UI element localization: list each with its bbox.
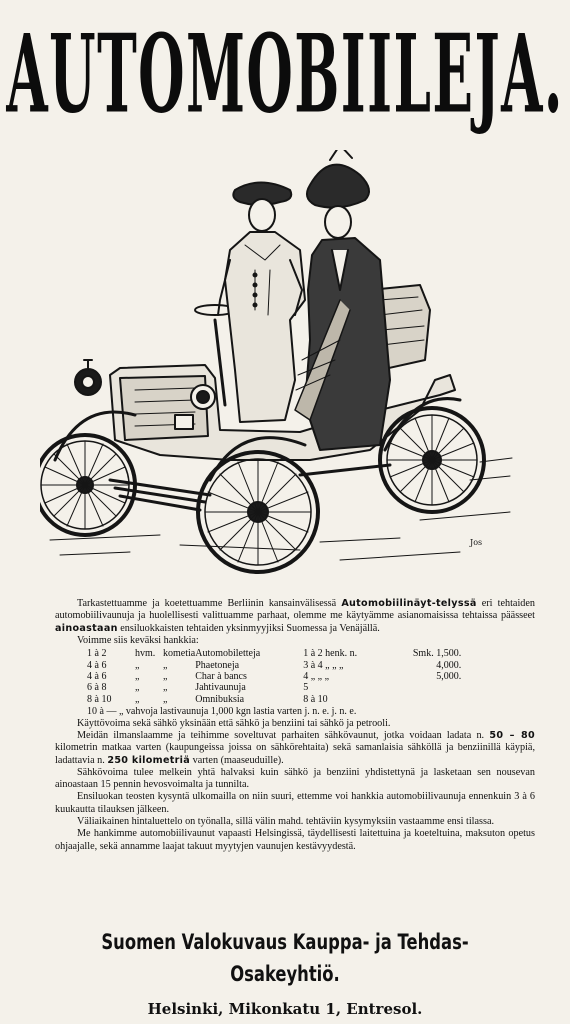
intro-paragraph — [55, 598, 535, 635]
intro-text-3: ensiluokkaisten tehtaiden yksinmyyjiksi Suomessa ja Venäjällä. — [117, 622, 380, 634]
power-paragraph: Käyttövoima sekä sähkö yksinään että sähkö ja benziini tai sähkö ja petrooli. — [77, 717, 391, 729]
offer-row: 8 à 10 „ „ Omnibuksia 8 à 10 — [87, 693, 328, 705]
driver-figure — [218, 183, 305, 423]
accu-bold-distance: 250 kilometriä — [107, 754, 191, 766]
intro-bold-only: ainoastaan — [55, 622, 118, 634]
accu-text-1: Meidän ilmanslaamme ja teihimme soveltuvat parhaiten sähkövaunut, jotka voidaan ladata n. — [77, 729, 490, 741]
company-address: Helsinki, Mikonkatu 1, Entresol. — [147, 1000, 423, 1018]
car-illustration — [40, 150, 530, 590]
accu-bold-range: 50 – 80 — [489, 729, 535, 741]
accu-text-3: varten (maaseuduille). — [190, 754, 284, 766]
company-name-line-2: Osakeyhtiö. — [230, 962, 340, 986]
offer-lead: Voimme siis keväksi hankkia: — [77, 634, 199, 646]
headline — [0, 0, 570, 150]
offer-row: 6 à 8 „ „ Jahtivaunuja 5 — [87, 682, 309, 694]
intro-text-2: eri tehtaiden automobiilivaunuja ja huolellisesti valittuamme parhaat, olemme me käytyämme asianomaisissa tehtaissa päässeet — [55, 598, 535, 622]
accu-text-2: kilometrin matkaa varten (kaupungeissa joissa on sähkörehtaita) sekä samanlaisia sähköllä ja benziinillä käypiä, ladattavia n. — [55, 742, 535, 766]
front-left-wheel — [40, 435, 135, 535]
intro-text-1: Tarkastettuamme ja koetettuamme Berliinin kansainvälisessä — [77, 598, 342, 609]
headline-text: AUTOMOBIILEJA. — [6, 12, 564, 138]
cost-paragraph: Sähkövoima tulee melkein yhtä halvaksi kuin sähkö ja benziini yhdistettynä ja lasketaan sen nousevan ainoastaan 15 pennin hevosvoimalta ja tunnilta. — [55, 766, 535, 791]
passenger-figure — [295, 150, 390, 450]
company-name-line-1: Suomen Valokuvaus Kauppa- ja Tehdas- — [101, 930, 469, 954]
price-list-paragraph: Väliaikainen hintaluettelo on työnalla, sillä välin mahd. tehtäviin kysymyksiin vastaamme ensi tilassa. — [77, 816, 495, 827]
demand-paragraph: Ensiluokan teosten kysyntä ulkomailla on niin suuri, ettemme voi hankkia automobiilivaunuja ennenkuin 3 à 6 kuukautta tilauksen jälkeen. — [55, 791, 535, 815]
offer-row: 4 à 6 „ „ Char à bancs 4 „ „ „ 5,000. — [87, 671, 462, 682]
offer-row: 1 à 2 hvm. kometia Automobiletteja 1 à 2 henk. n. Smk. 1,500. — [87, 648, 462, 660]
offer-row: 4 à 6 „ „ Phaetoneja 3 à 4 „ „ „ 4,000. — [87, 659, 462, 671]
intro-bold-exhibition: Automobiilinäyt-telyssä — [341, 598, 477, 609]
offer-last-line: 10 à — „ vahvoja lastivaunuja 1,000 kgn lastia varten j. n. e. j. n. e. — [87, 706, 357, 718]
offer-table — [87, 648, 461, 705]
advertisement-body — [55, 598, 535, 853]
front-right-wheel — [198, 452, 318, 572]
accumulator-paragraph — [55, 730, 535, 767]
artist-signature: Jos — [470, 538, 483, 547]
rear-wheel — [380, 408, 484, 512]
delivery-paragraph: Me hankimme automobiilivaunut vapaasti Helsingissä, täydellisesti laitettuina ja koeteltuina, maksuton opetus ohjaajalle, sekä annamme laajat takuut myytyjen vaunujen kestävyydestä. — [55, 828, 535, 852]
